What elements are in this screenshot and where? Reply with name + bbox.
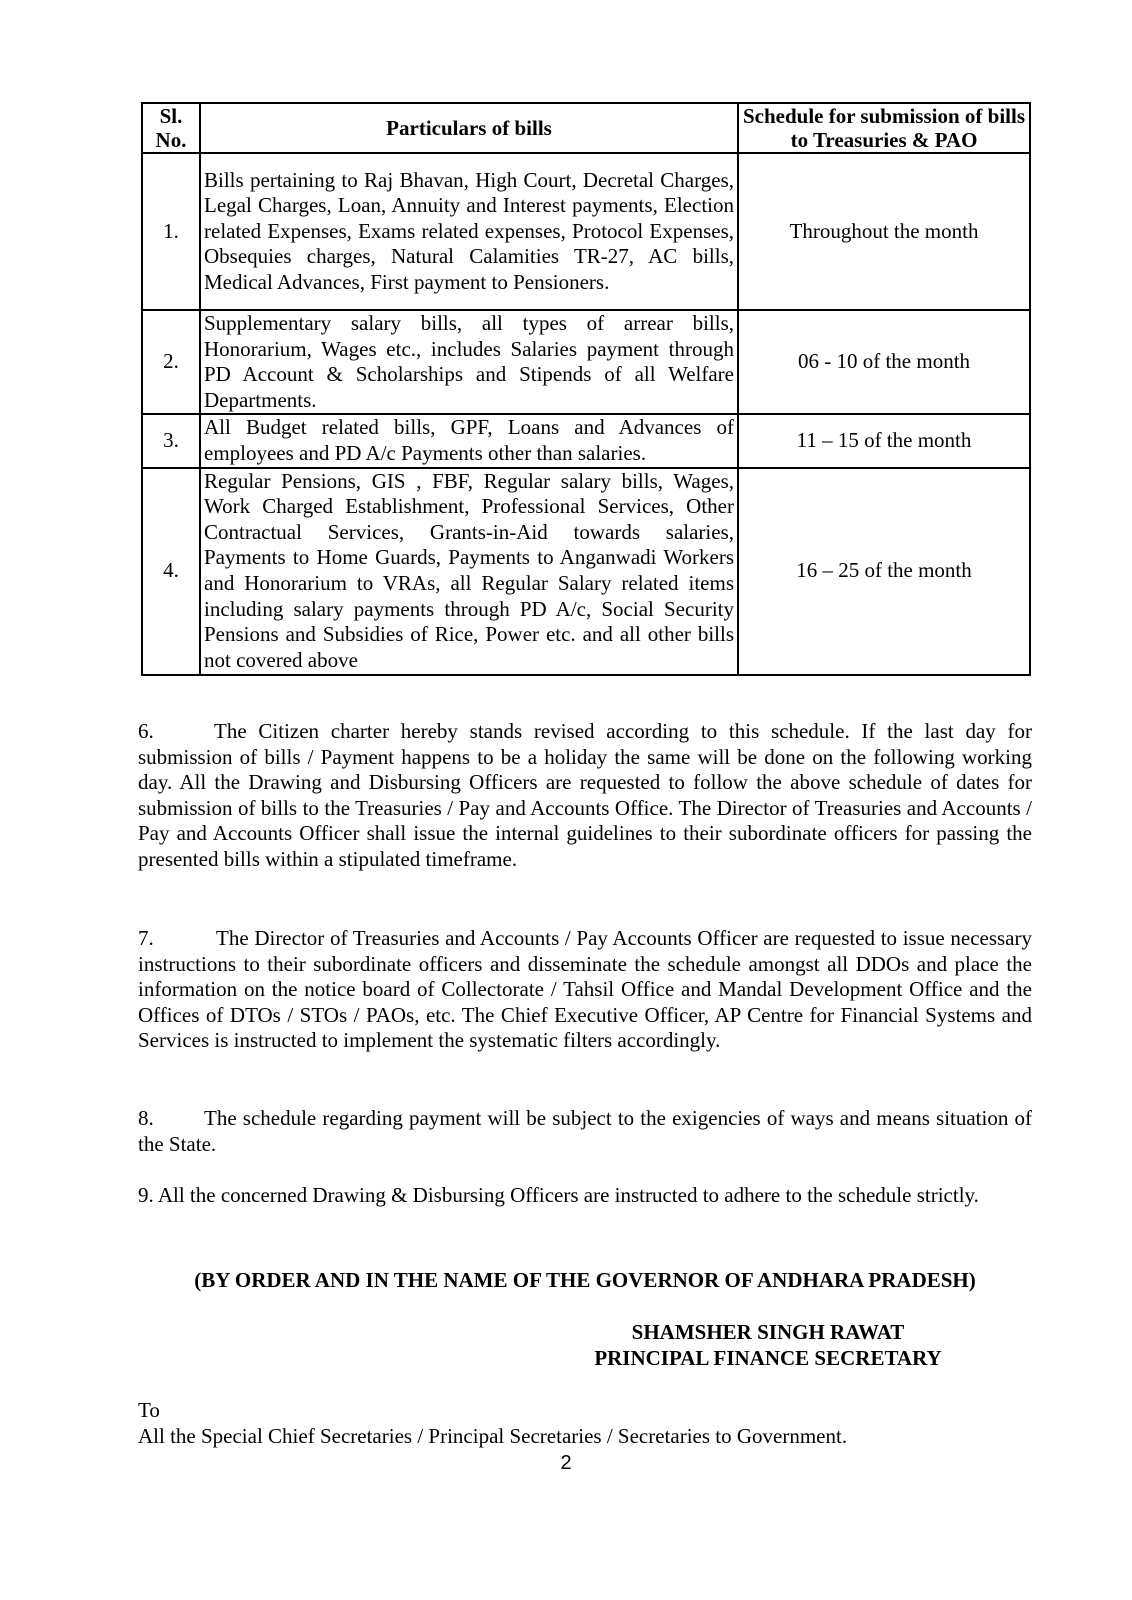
row-schedule: Throughout the month (738, 153, 1030, 310)
row-particulars: Regular Pensions, GIS , FBF, Regular salary bills, Wages, Work Charged Establishment, Professional Services, Other Contractual Services, Grants-in-Aid towards salaries, Payments to Home Guards, Payments to Anganwadi Workers and Honorarium to VRAs, all Regular Salary related items including salary payments through PD A/c, Social Security Pensions and Subsidies of Rice, Power etc. and all other bills not covered above (200, 468, 738, 675)
document-page (138, 102, 1032, 1448)
signatory-title: PRINCIPAL FINANCE SECRETARY (594, 1345, 942, 1370)
table-row (142, 414, 1030, 467)
row-sl-no: 3. (142, 414, 200, 467)
header-schedule: Schedule for submission of bills to Treasuries & PAO (738, 103, 1030, 153)
to-recipients: All the Special Chief Secretaries / Principal Secretaries / Secretaries to Government. (138, 1423, 848, 1448)
row-sl-no: 4. (142, 468, 200, 675)
row-schedule: 11 – 15 of the month (738, 414, 1030, 467)
row-sl-no: 1. (142, 153, 200, 310)
paragraph-number: 7. (138, 926, 154, 950)
paragraph-text: The schedule regarding payment will be subject to the exigencies of ways and means situation of the State. (138, 1106, 1032, 1156)
bill-schedule-table (141, 102, 1031, 676)
row-schedule: 06 - 10 of the month (738, 310, 1030, 414)
signatory-name: SHAMSHER SINGH RAWAT (631, 1320, 905, 1344)
table-row (142, 468, 1030, 675)
paragraph-8 (138, 1106, 1032, 1157)
to-label: To (138, 1398, 160, 1422)
table-row (142, 310, 1030, 414)
table-header-row (142, 103, 1030, 153)
table-row (142, 153, 1030, 310)
row-schedule: 16 – 25 of the month (738, 468, 1030, 675)
order-line: (BY ORDER AND IN THE NAME OF THE GOVERNOR OF ANDHARA PRADESH) (194, 1268, 976, 1292)
paragraph-7 (138, 926, 1032, 1054)
row-particulars: Supplementary salary bills, all types of arrear bills, Honorarium, Wages etc., includes Salaries payment through PD Account & Scholarships and Stipends of all Welfare Departments. (200, 310, 738, 414)
paragraph-text: The Citizen charter hereby stands revised according to this schedule. If the last day for submission of bills / Payment happens to be a holiday the same will be done on the following working day. All the Drawing and Disbursing Officers are requested to follow the above schedule of dates for submission of bills to the Treasuries / Pay and Accounts Office. The Director of Treasuries and Accounts / Pay and Accounts Officer shall issue the internal guidelines to their subordinate officers for passing the presented bills within a stipulated timeframe. (138, 719, 1032, 871)
paragraph-9 (138, 1183, 1032, 1209)
signature-block (538, 1320, 998, 1371)
paragraph-text: The Director of Treasuries and Accounts / Pay Accounts Officer are requested to issue necessary instructions to their subordinate officers and disseminate the schedule amongst all DDOs and place the information on the notice board of Collectorate / Tahsil Office and Mandal Development Office and the Offices of DTOs / STOs / PAOs, etc. The Chief Executive Officer, AP Centre for Financial Systems and Services is instructed to implement the systematic filters accordingly. (138, 926, 1032, 1053)
paragraph-text: 9. All the concerned Drawing & Disbursing Officers are instructed to adhere to the schedule strictly. (138, 1183, 979, 1207)
paragraph-number: 8. (138, 1106, 154, 1130)
page-number: 2 (560, 1452, 572, 1474)
row-particulars: Bills pertaining to Raj Bhavan, High Court, Decretal Charges, Legal Charges, Loan, Annuity and Interest payments, Election related Expenses, Exams related expenses, Protocol Expenses, Obsequies charges, Natural Calamities TR-27, AC bills, Medical Advances, First payment to Pensioners. (200, 153, 738, 310)
paragraph-6 (138, 719, 1032, 873)
paragraph-number: 6. (138, 719, 154, 743)
row-particulars: All Budget related bills, GPF, Loans and Advances of employees and PD A/c Payments other than salaries. (200, 414, 738, 467)
header-particulars: Particulars of bills (200, 103, 738, 153)
header-sl-no: Sl. No. (142, 103, 200, 153)
addressee-block (138, 1398, 847, 1449)
row-sl-no: 2. (142, 310, 200, 414)
